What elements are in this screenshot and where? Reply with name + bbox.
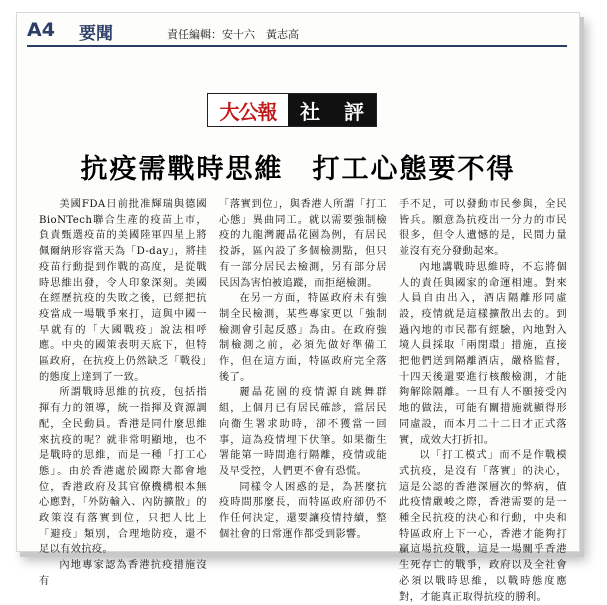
paragraph: 內地講戰時思維時，不忘將個人的責任與國家的命運相連。對來人員自由出入，酒店隔離形同虛設，疫情就是這樣擴散出去的。到過內地的市民都有經驗，內地對入境人員採取「兩閉環」措施，直接把他們送到隔離酒店，嚴格監督，十四天後還要進行核酸檢測，才能夠解除隔離。一旦有人不願接受內地的做法，可能有關措施就顯得形同虛設，而本月二十二日才正式落實，成效大打折扣。 [399, 261, 567, 446]
page-number: A4 [27, 19, 55, 41]
text-column [399, 197, 567, 603]
newspaper-page [16, 12, 580, 603]
column-label [288, 94, 376, 126]
newspaper-logo: 大公報 [219, 99, 277, 124]
text-column [219, 197, 387, 540]
editor-credit: 責任編輯：安十六 黃志高 [167, 28, 299, 41]
paragraph: 美國FDA日前批准輝瑞與德國BioNTech聯合生產的疫苗上市，負責甄選疫苗的美國陸軍四星上將佩爾納形容當天為「D-day」，將挂疫苗行動提到作戰的高度，是從戰時思維出發，令人印象深刻。美國在經歷抗疫的失敗之後，已經把抗疫當成一場戰爭來打，這與中國一早就有的「大國戰疫」說法相呼應。中央的國策表明天底下，但特區政府，在抗疫上仍然缺乏「戰役」的態度上達到了一致。 [39, 199, 207, 383]
column-label-char: 社 [300, 99, 320, 124]
article-body [39, 197, 567, 603]
paragraph: 同樣令人困惑的是，為甚麼抗疫時間那麼長，而特區政府卻仍不作任何決定，還要讓疫情持續，整個社會的日常運作都受到影響。 [219, 481, 387, 540]
paragraph: 所謂戰時思維的抗疫，包括指揮有力的領導，統一指揮及資源調配，全民動員。香港是同什麼思維來抗疫的呢？就非常明顯地，也不是戰時的思維，而是一種「打工心態」。由於香港處於國際大都會地位，香港政府及其官僚機構根本無心應對，「外防輸入、內防擴散」的政策沒有落實到位，只把人比上「避疫」類別，合理地防疫，還不足以有效抗疫。 [39, 387, 207, 556]
paragraph: 麗晶花園的疫情源自跳舞群組，上個月已有居民確診，當居民向衞生署求助時，卻不獲當一回事，這為疫情埋下伏筆。如果衞生署能第一時間進行隔離，疫情或能及早受控，人們更不會有恐慌。 [219, 387, 387, 477]
paragraph: 內地專家認為香港抗疫措施沒有 [39, 560, 207, 587]
paragraph: 在另一方面，特區政府未有強制全民檢測，某些專家更以「強制檢測會引起反感」為由。在政府強制檢測之前，必須先做好準備工作，但在這方面，特區政府完全落後了。 [219, 293, 387, 383]
header-rule [27, 45, 567, 47]
paragraph: 手不足，可以發動市民參與，全民皆兵。願意為抗疫出一分力的市民很多，但令人遺憾的是，民間力量並沒有充分發動起來。 [399, 199, 567, 258]
paragraph: 「落實到位」，與香港人所謂「打工心態」異曲同工。就以需要強制檢疫的九龍灣麗晶花園為例，有居民投訴，區內設了多個檢測點，但只有一部分居民去檢測，另有部分居民因為害怕被追蹤，而拒絕檢測。 [219, 199, 387, 289]
section-name: 要聞 [79, 24, 113, 44]
editorial-masthead [207, 93, 377, 127]
headline: 抗疫需戰時思維 打工心態要不得 [80, 154, 516, 185]
page-header [27, 17, 567, 45]
column-label-char: 評 [344, 99, 364, 124]
text-column [39, 197, 207, 587]
paragraph: 以「打工模式」而不是作戰模式抗疫，是沒有「落實」的決心，這是公認的香港深層次的弊病，值此疫情嚴峻之際，香港需要的是一種全民抗疫的決心和行動，中央和特區政府上下一心，香港才能夠打贏這場抗疫戰，這是一場關乎香港生死存亡的戰爭，政府以及全社會必須以戰時思維，以戰時態度應對，才能真正取得抗疫的勝利。 [399, 450, 567, 603]
